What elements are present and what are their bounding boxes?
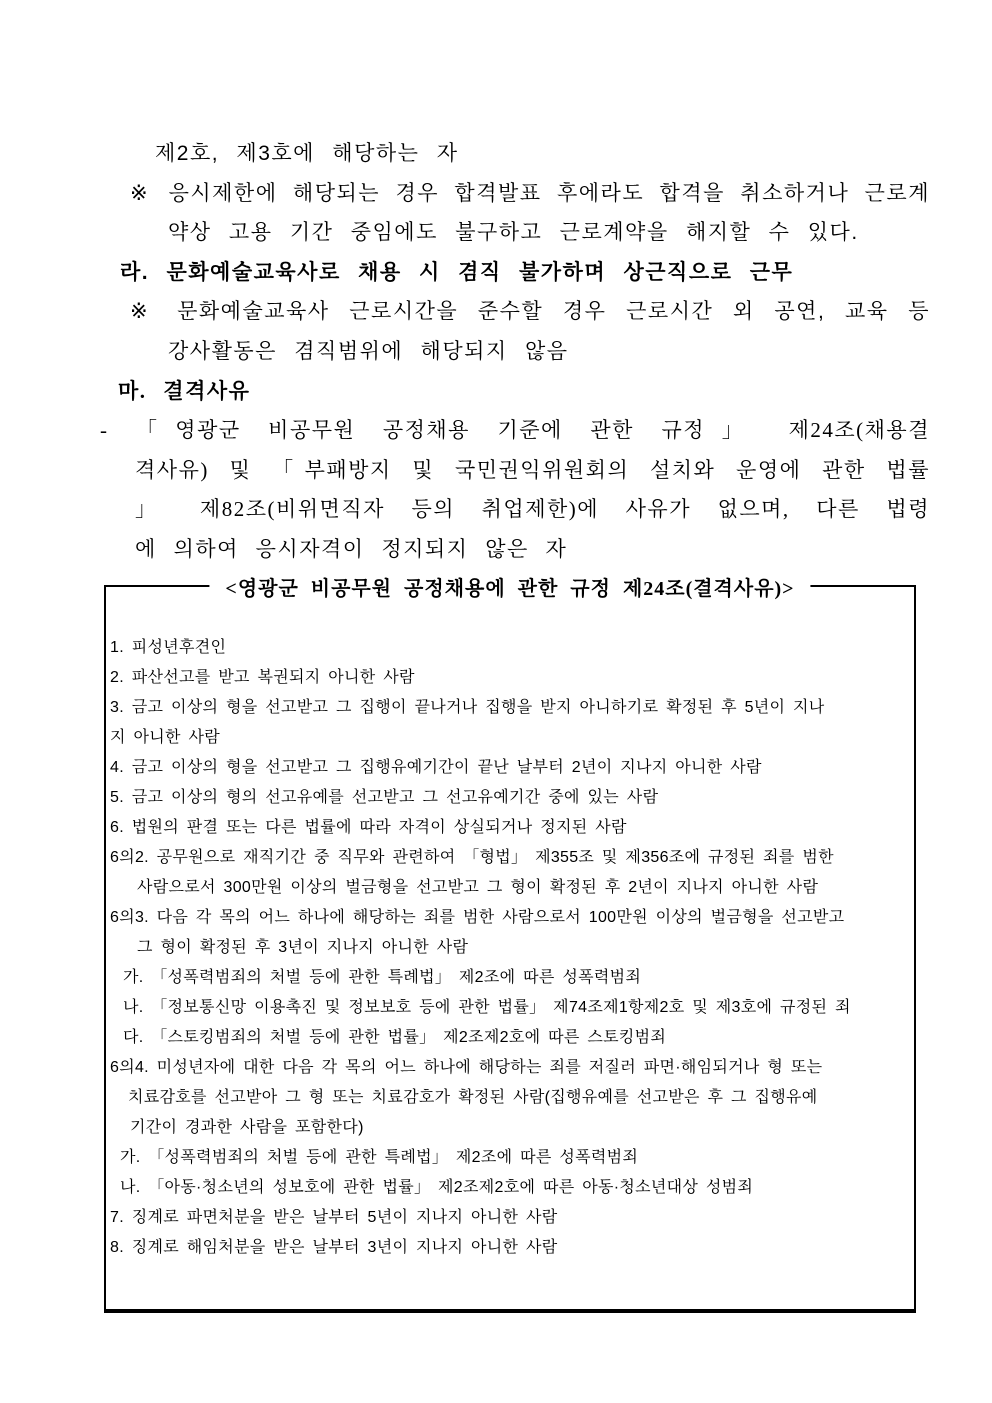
law-box-line: 2. 파산선고를 받고 복권되지 아니한 사람 [110,669,415,686]
law-box-line: 6의2. 공무원으로 재직기간 중 직무와 관련하여 「형법」 제355조 및 제356조에 규정된 죄를 범한 [110,849,834,866]
law-box-line: 사람으로서 300만원 이상의 벌금형을 선고받고 그 형이 확정된 후 2년이 지나지 아니한 사람 [137,879,819,896]
law-box-line: 가. 「성폭력범죄의 처벌 등에 관한 특례법」 제2조에 따른 성폭력범죄 [123,969,642,986]
body-text-line: - 「영광군 비공무원 공정채용 기준에 관한 규정」 제24조(채용결 [100,418,930,443]
law-box-line: 5. 금고 이상의 형의 선고유예를 선고받고 그 선고유예기간 중에 있는 사람 [110,789,659,806]
body-text-line: ※ 문화예술교육사 근로시간을 준수할 경우 근로시간 외 공연, 교육 등 [130,300,930,324]
body-text-line: 제2호, 제3호에 해당하는 자 [155,142,459,165]
law-box-line: 다. 「스토킹범죄의 처벌 등에 관한 법률」 제2조제2호에 따른 스토킹범죄 [123,1029,667,1046]
law-box-line: 7. 징계로 파면처분을 받은 날부터 5년이 지나지 아니한 사람 [110,1209,558,1226]
body-text-line: 에 의하여 응시자격이 정지되지 않은 자 [135,536,568,561]
law-box-line: 6. 법원의 판결 또는 다른 법률에 따라 자격이 상실되거나 정지된 사람 [110,819,627,836]
law-box-line: 6의4. 미성년자에 대한 다음 각 목의 어느 하나에 해당하는 죄를 저질러 파면·해임되거나 형 또는 [110,1059,823,1076]
law-box-line: 6의3. 다음 각 목의 어느 하나에 해당하는 죄를 범한 사람으로서 100만원 이상의 벌금형을 선고받고 [110,909,845,926]
law-box-line: 8. 징계로 해임처분을 받은 날부터 3년이 지나지 아니한 사람 [110,1239,558,1256]
law-box-line: 가. 「성폭력범죄의 처벌 등에 관한 특례법」 제2조에 따른 성폭력범죄 [120,1149,639,1166]
law-box-line: 4. 금고 이상의 형을 선고받고 그 집행유예기간이 끝난 날부터 2년이 지나지 아니한 사람 [110,759,762,776]
body-text-line: 격사유) 및 「부패방지 및 국민권익위원회의 설치와 운영에 관한 법률 [135,457,930,482]
law-box-line: 나. 「아동·청소년의 성보호에 관한 법률」 제2조제2호에 따른 아동·청소년대상 성범죄 [120,1179,754,1196]
law-box-line: 치료감호를 선고받아 그 형 또는 치료감호가 확정된 사람(집행유예를 선고받은 후 그 집행유예 [128,1089,818,1106]
body-text-line: 마. 결격사유 [118,378,251,403]
body-text-line: 약상 고용 기간 중임에도 불구하고 근로계약을 해지할 수 있다. [168,221,859,245]
body-text-line: 」 제82조(비위면직자 등의 취업제한)에 사유가 없으며, 다른 법령 [135,497,930,522]
body-text-line: 라. 문화예술교육사로 채용 시 겸직 불가하며 상근직으로 근무 [120,260,794,284]
law-box-content [110,633,910,1263]
law-box-line: 나. 「정보통신망 이용촉진 및 정보보호 등에 관한 법률」 제74조제1항제2호 및 제3호에 규정된 죄 [123,999,851,1016]
law-box-line: 기간이 경과한 사람을 포함한다) [130,1119,364,1136]
body-text-line: 강사활동은 겸직범위에 해당되지 않음 [168,339,569,363]
law-box-line: 그 형이 확정된 후 3년이 지나지 아니한 사람 [137,939,469,956]
body-text-line: ※ 응시제한에 해당되는 경우 합격발표 후에라도 합격을 취소하거나 근로계 [130,181,930,205]
law-box-line: 지 아니한 사람 [110,729,221,746]
law-reference-box [104,578,916,1313]
law-box-title: <영광군 비공무원 공정채용에 관한 규정 제24조(결격사유)> [209,572,810,601]
notice-body-text [100,134,930,570]
law-box-line: 1. 피성년후견인 [110,639,227,656]
law-box-line: 3. 금고 이상의 형을 선고받고 그 집행이 끝나거나 집행을 받지 아니하기로 확정된 후 5년이 지나 [110,699,825,716]
